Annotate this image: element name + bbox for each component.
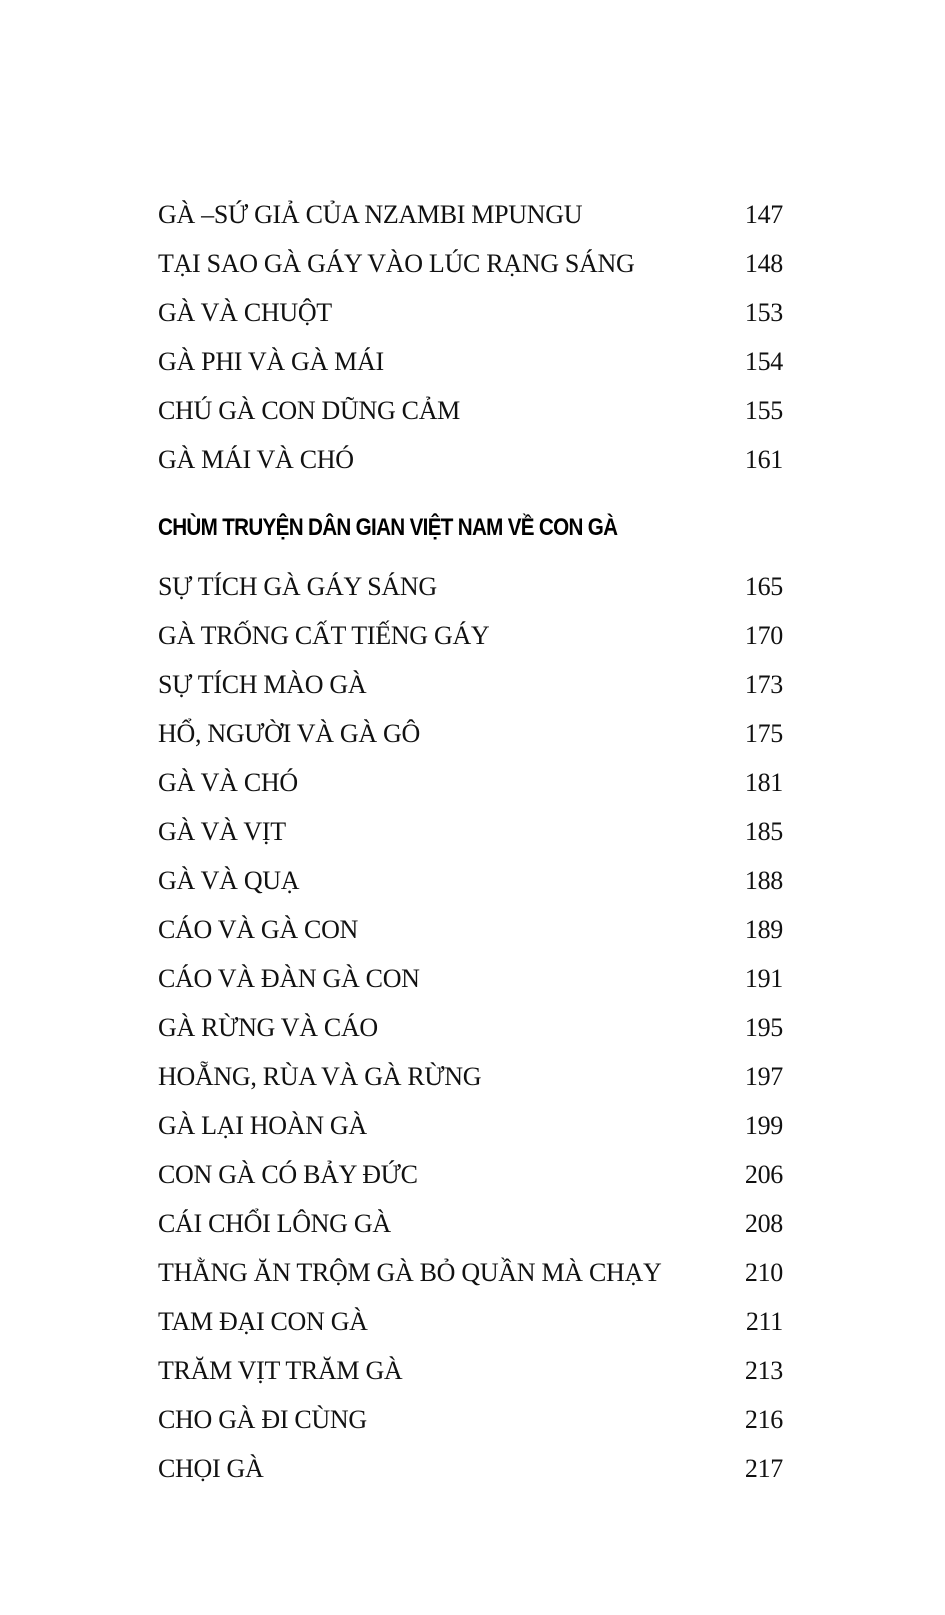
- toc-entry-title: TẠI SAO GÀ GÁY VÀO LÚC RẠNG SÁNG: [158, 249, 635, 278]
- toc-entry-title: GÀ MÁI VÀ CHÓ: [158, 445, 354, 474]
- toc-entry-title: SỰ TÍCH MÀO GÀ: [158, 670, 367, 699]
- toc-entry-page: 165: [744, 572, 783, 601]
- toc-entry: [158, 856, 783, 905]
- toc-entry-page: 206: [744, 1160, 783, 1189]
- toc-entry-page: 199: [744, 1111, 783, 1140]
- toc-entry: [158, 709, 783, 758]
- toc-entry-page: 153: [744, 298, 783, 327]
- toc-entry-title: GÀ VÀ VỊT: [158, 817, 286, 846]
- toc-entry-page: 208: [744, 1209, 783, 1238]
- toc-entry-title: CHỌI GÀ: [158, 1454, 264, 1483]
- toc-entry-page: 195: [744, 1013, 783, 1042]
- table-of-contents: [158, 190, 783, 1493]
- toc-entry: [158, 1101, 783, 1150]
- toc-entry-title: CON GÀ CÓ BẢY ĐỨC: [158, 1160, 418, 1189]
- toc-entry-title: CÁO VÀ ĐÀN GÀ CON: [158, 964, 420, 993]
- toc-entry-page: 154: [744, 347, 783, 376]
- toc-entry-title: THẰNG ĂN TRỘM GÀ BỎ QUẦN MÀ CHẠY: [158, 1258, 662, 1287]
- section-heading: CHÙM TRUYỆN DÂN GIAN VIỆT NAM VỀ CON GÀ: [158, 514, 618, 541]
- toc-entry: [158, 905, 783, 954]
- toc-entry: [158, 288, 783, 337]
- toc-entry-page: 188: [744, 866, 783, 895]
- toc-entry-title: TAM ĐẠI CON GÀ: [158, 1307, 368, 1336]
- toc-entry-page: 216: [744, 1405, 783, 1434]
- toc-entry-title: HOẴNG, RÙA VÀ GÀ RỪNG: [158, 1062, 482, 1091]
- toc-entry-page: 173: [744, 670, 783, 699]
- toc-entry-title: GÀ RỪNG VÀ CÁO: [158, 1013, 378, 1042]
- toc-entry: [158, 758, 783, 807]
- toc-entry-title: GÀ PHI VÀ GÀ MÁI: [158, 347, 384, 376]
- toc-entry-page: 161: [744, 445, 783, 474]
- toc-entry-page: 210: [744, 1258, 783, 1287]
- toc-entry-title: HỔ, NGƯỜI VÀ GÀ GÔ: [158, 719, 421, 748]
- toc-entry-page: 147: [744, 200, 783, 229]
- toc-entry: [158, 1444, 783, 1493]
- toc-entry: [158, 337, 783, 386]
- toc-entry-title: SỰ TÍCH GÀ GÁY SÁNG: [158, 572, 437, 601]
- toc-entry-page: 170: [744, 621, 783, 650]
- toc-entry: [158, 1297, 783, 1346]
- toc-entry-page: 189: [744, 915, 783, 944]
- toc-entry-page: 213: [744, 1356, 783, 1385]
- toc-entry-page: 191: [744, 964, 783, 993]
- toc-entry: [158, 386, 783, 435]
- toc-entry-title: CHÚ GÀ CON DŨNG CẢM: [158, 396, 460, 425]
- toc-entry-page: 181: [744, 768, 783, 797]
- toc-entry-title: GÀ –SỨ GIẢ CỦA NZAMBI MPUNGU: [158, 200, 583, 229]
- toc-entry-title: CÁO VÀ GÀ CON: [158, 915, 359, 944]
- toc-entry: [158, 1395, 783, 1444]
- toc-entry-page: 185: [744, 817, 783, 846]
- toc-entry-title: GÀ VÀ QUẠ: [158, 866, 300, 895]
- toc-entry: [158, 1199, 783, 1248]
- toc-entry: [158, 562, 783, 611]
- toc-entry-page: 155: [744, 396, 783, 425]
- toc-entry: [158, 1346, 783, 1395]
- toc-entry-title: GÀ VÀ CHÓ: [158, 768, 298, 797]
- toc-entry-page: 211: [745, 1307, 783, 1336]
- toc-entry: [158, 611, 783, 660]
- toc-entry: [158, 660, 783, 709]
- toc-entry-title: GÀ LẠI HOÀN GÀ: [158, 1111, 367, 1140]
- toc-entry: [158, 1150, 783, 1199]
- toc-entry: [158, 954, 783, 1003]
- toc-entry: [158, 239, 783, 288]
- toc-entry-title: CHO GÀ ĐI CÙNG: [158, 1405, 367, 1434]
- toc-entry-page: 175: [744, 719, 783, 748]
- toc-entry: [158, 435, 783, 484]
- toc-entry: [158, 807, 783, 856]
- toc-entry: [158, 1003, 783, 1052]
- toc-entry: [158, 1052, 783, 1101]
- toc-entry-title: GÀ VÀ CHUỘT: [158, 298, 332, 327]
- toc-entry-title: CÁI CHỔI LÔNG GÀ: [158, 1209, 391, 1238]
- toc-entry-page: 148: [744, 249, 783, 278]
- toc-entry: [158, 1248, 783, 1297]
- toc-entry-page: 197: [744, 1062, 783, 1091]
- toc-entry-page: 217: [744, 1454, 783, 1483]
- toc-entry: [158, 190, 783, 239]
- toc-entry-title: TRĂM VỊT TRĂM GÀ: [158, 1356, 403, 1385]
- toc-entry-title: GÀ TRỐNG CẤT TIẾNG GÁY: [158, 621, 490, 650]
